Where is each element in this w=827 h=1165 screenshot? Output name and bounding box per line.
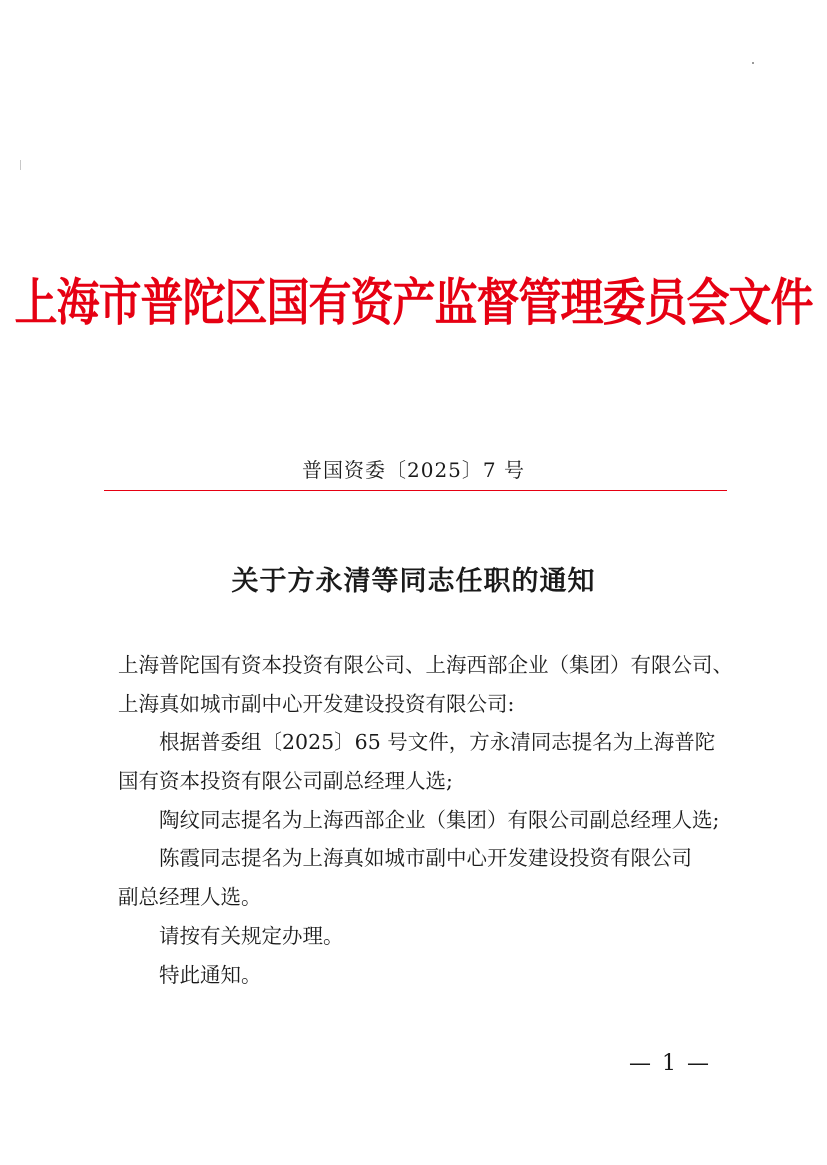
issuing-authority-header: 上海市普陀区国有资产监督管理委员会文件 <box>14 273 813 333</box>
paragraph-5-line-1: 特此通知。 <box>159 962 262 987</box>
scan-speck <box>20 160 21 170</box>
document-number: 普国资委〔2025〕7 号 <box>302 458 525 482</box>
recipients-line-1: 上海普陀国有资本投资有限公司、上海西部企业（集团）有限公司、 <box>118 653 733 677</box>
paragraph-1-line-1: 根据普委组〔2025〕65 号文件，方永清同志提名为上海普陀 <box>159 730 716 755</box>
page-number: — 1 — <box>629 1051 711 1076</box>
red-divider-line <box>104 490 727 491</box>
paragraph-1-line-2: 国有资本投资有限公司副总经理人选; <box>118 769 453 794</box>
paragraph-4-line-1: 请按有关规定办理。 <box>159 923 344 948</box>
paragraph-3-line-2: 副总经理人选。 <box>118 885 262 910</box>
scan-speck <box>752 62 754 64</box>
notice-body <box>118 646 738 994</box>
paragraph-2-line-1: 陶纹同志提名为上海西部企业（集团）有限公司副总经理人选; <box>159 807 720 832</box>
notice-title: 关于方永清等同志任职的通知 <box>231 566 596 597</box>
recipients-line-2: 上海真如城市副中心开发建设投资有限公司: <box>118 691 515 716</box>
paragraph-3-line-1: 陈霞同志提名为上海真如城市副中心开发建设投资有限公司 <box>159 846 692 871</box>
